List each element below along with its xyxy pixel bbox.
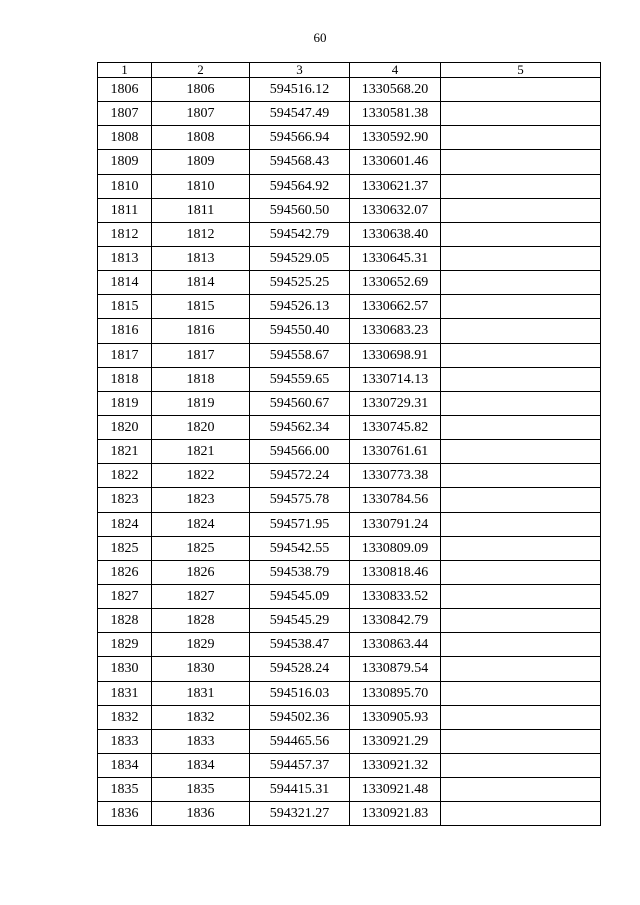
table-cell-col-1: 1807 — [98, 102, 152, 126]
table-cell-col-4: 1330833.52 — [350, 584, 441, 608]
table-cell-col-1: 1830 — [98, 657, 152, 681]
table-cell-col-5 — [441, 174, 601, 198]
table-cell-col-3: 594529.05 — [250, 246, 350, 270]
table-cell-col-5 — [441, 246, 601, 270]
table-cell-col-1: 1814 — [98, 271, 152, 295]
table-cell-col-4: 1330568.20 — [350, 78, 441, 102]
table-cell-col-4: 1330601.46 — [350, 150, 441, 174]
table-cell-col-4: 1330698.91 — [350, 343, 441, 367]
table-cell-col-1: 1820 — [98, 415, 152, 439]
table-cell-col-3: 594465.56 — [250, 729, 350, 753]
table-cell-col-3: 594321.27 — [250, 802, 350, 826]
table-cell-col-1: 1819 — [98, 391, 152, 415]
table-cell-col-5 — [441, 778, 601, 802]
table-cell-col-1: 1825 — [98, 536, 152, 560]
table-cell-col-4: 1330683.23 — [350, 319, 441, 343]
table-cell-col-2: 1836 — [152, 802, 250, 826]
table-row — [98, 415, 601, 439]
table-row — [98, 222, 601, 246]
table-cell-col-2: 1809 — [152, 150, 250, 174]
table-cell-col-1: 1824 — [98, 512, 152, 536]
table-cell-col-4: 1330863.44 — [350, 633, 441, 657]
table-cell-col-3: 594415.31 — [250, 778, 350, 802]
table-cell-col-3: 594547.49 — [250, 102, 350, 126]
table-cell-col-1: 1827 — [98, 584, 152, 608]
table-cell-col-2: 1824 — [152, 512, 250, 536]
table-cell-col-2: 1810 — [152, 174, 250, 198]
table-cell-col-3: 594566.94 — [250, 126, 350, 150]
table-cell-col-3: 594550.40 — [250, 319, 350, 343]
table-row — [98, 126, 601, 150]
table-row — [98, 802, 601, 826]
table-cell-col-1: 1831 — [98, 681, 152, 705]
table-cell-col-3: 594525.25 — [250, 271, 350, 295]
table-cell-col-2: 1811 — [152, 198, 250, 222]
table-row — [98, 560, 601, 584]
table-cell-col-4: 1330818.46 — [350, 560, 441, 584]
table-cell-col-3: 594516.03 — [250, 681, 350, 705]
table-cell-col-3: 594560.50 — [250, 198, 350, 222]
table-cell-col-5 — [441, 464, 601, 488]
table-cell-col-1: 1835 — [98, 778, 152, 802]
table-cell-col-2: 1827 — [152, 584, 250, 608]
table-cell-col-2: 1822 — [152, 464, 250, 488]
table-cell-col-3: 594566.00 — [250, 440, 350, 464]
table-cell-col-3: 594560.67 — [250, 391, 350, 415]
table-row — [98, 271, 601, 295]
table-row — [98, 657, 601, 681]
table-cell-col-2: 1831 — [152, 681, 250, 705]
table-cell-col-2: 1815 — [152, 295, 250, 319]
table-cell-col-4: 1330761.61 — [350, 440, 441, 464]
table-cell-col-4: 1330581.38 — [350, 102, 441, 126]
table-row — [98, 753, 601, 777]
table-cell-col-4: 1330773.38 — [350, 464, 441, 488]
table-cell-col-5 — [441, 802, 601, 826]
table-cell-col-2: 1818 — [152, 367, 250, 391]
table-cell-col-2: 1820 — [152, 415, 250, 439]
table-row — [98, 367, 601, 391]
table-cell-col-4: 1330729.31 — [350, 391, 441, 415]
table-cell-col-5 — [441, 126, 601, 150]
table-cell-col-4: 1330714.13 — [350, 367, 441, 391]
column-header-3: 3 — [250, 63, 350, 78]
table-cell-col-5 — [441, 415, 601, 439]
table-row — [98, 198, 601, 222]
table-cell-col-5 — [441, 560, 601, 584]
table-cell-col-1: 1811 — [98, 198, 152, 222]
table-cell-col-4: 1330921.32 — [350, 753, 441, 777]
table-cell-col-3: 594559.65 — [250, 367, 350, 391]
table-cell-col-5 — [441, 753, 601, 777]
table-cell-col-1: 1832 — [98, 705, 152, 729]
table-cell-col-3: 594538.79 — [250, 560, 350, 584]
table-cell-col-2: 1817 — [152, 343, 250, 367]
table-cell-col-4: 1330905.93 — [350, 705, 441, 729]
table-cell-col-5 — [441, 657, 601, 681]
table-cell-col-1: 1828 — [98, 609, 152, 633]
table-cell-col-1: 1823 — [98, 488, 152, 512]
table-cell-col-4: 1330638.40 — [350, 222, 441, 246]
table-row — [98, 150, 601, 174]
column-header-1: 1 — [98, 63, 152, 78]
table-cell-col-5 — [441, 319, 601, 343]
table-cell-col-4: 1330921.83 — [350, 802, 441, 826]
page-number: 60 — [313, 30, 327, 45]
table-row — [98, 633, 601, 657]
column-header-5: 5 — [441, 63, 601, 78]
table-row — [98, 729, 601, 753]
table-cell-col-5 — [441, 150, 601, 174]
table-cell-col-2: 1833 — [152, 729, 250, 753]
table-cell-col-5 — [441, 681, 601, 705]
table-cell-col-5 — [441, 367, 601, 391]
table-cell-col-5 — [441, 536, 601, 560]
table-row — [98, 440, 601, 464]
table-cell-col-1: 1822 — [98, 464, 152, 488]
table-cell-col-1: 1817 — [98, 343, 152, 367]
table-cell-col-2: 1830 — [152, 657, 250, 681]
table-row — [98, 536, 601, 560]
table-row — [98, 295, 601, 319]
table-cell-col-2: 1808 — [152, 126, 250, 150]
table-cell-col-4: 1330784.56 — [350, 488, 441, 512]
column-header-4: 4 — [350, 63, 441, 78]
table-cell-col-3: 594564.92 — [250, 174, 350, 198]
table-cell-col-2: 1821 — [152, 440, 250, 464]
table-cell-col-5 — [441, 633, 601, 657]
table-cell-col-5 — [441, 78, 601, 102]
table-body — [98, 78, 601, 826]
table-cell-col-3: 594571.95 — [250, 512, 350, 536]
table-cell-col-2: 1816 — [152, 319, 250, 343]
table-cell-col-3: 594457.37 — [250, 753, 350, 777]
table-row — [98, 705, 601, 729]
table-cell-col-5 — [441, 440, 601, 464]
table-cell-col-3: 594502.36 — [250, 705, 350, 729]
table-cell-col-1: 1816 — [98, 319, 152, 343]
table-cell-col-5 — [441, 705, 601, 729]
table-cell-col-3: 594568.43 — [250, 150, 350, 174]
table-cell-col-1: 1821 — [98, 440, 152, 464]
table-cell-col-2: 1834 — [152, 753, 250, 777]
table-cell-col-5 — [441, 198, 601, 222]
table-row — [98, 609, 601, 633]
table-cell-col-5 — [441, 729, 601, 753]
table-cell-col-5 — [441, 488, 601, 512]
table-row — [98, 778, 601, 802]
table-cell-col-3: 594572.24 — [250, 464, 350, 488]
table-cell-col-1: 1808 — [98, 126, 152, 150]
table-cell-col-3: 594516.12 — [250, 78, 350, 102]
table-row — [98, 78, 601, 102]
table-cell-col-3: 594558.67 — [250, 343, 350, 367]
table-cell-col-4: 1330592.90 — [350, 126, 441, 150]
table-cell-col-5 — [441, 271, 601, 295]
table-cell-col-3: 594542.79 — [250, 222, 350, 246]
table-cell-col-1: 1818 — [98, 367, 152, 391]
column-header-2: 2 — [152, 63, 250, 78]
table-row — [98, 584, 601, 608]
table-cell-col-5 — [441, 391, 601, 415]
table-cell-col-1: 1836 — [98, 802, 152, 826]
table-cell-col-4: 1330879.54 — [350, 657, 441, 681]
table-cell-col-4: 1330842.79 — [350, 609, 441, 633]
table-cell-col-4: 1330645.31 — [350, 246, 441, 270]
table-cell-col-4: 1330662.57 — [350, 295, 441, 319]
table-cell-col-4: 1330745.82 — [350, 415, 441, 439]
table-cell-col-5 — [441, 512, 601, 536]
table-row — [98, 174, 601, 198]
table-cell-col-1: 1826 — [98, 560, 152, 584]
table-cell-col-3: 594538.47 — [250, 633, 350, 657]
table-cell-col-2: 1829 — [152, 633, 250, 657]
table-cell-col-2: 1823 — [152, 488, 250, 512]
table-cell-col-4: 1330791.24 — [350, 512, 441, 536]
table-cell-col-1: 1809 — [98, 150, 152, 174]
table-cell-col-5 — [441, 295, 601, 319]
table-cell-col-5 — [441, 222, 601, 246]
table-cell-col-2: 1825 — [152, 536, 250, 560]
table-cell-col-2: 1826 — [152, 560, 250, 584]
table-cell-col-2: 1814 — [152, 271, 250, 295]
table-cell-col-1: 1834 — [98, 753, 152, 777]
table-cell-col-2: 1812 — [152, 222, 250, 246]
table-cell-col-4: 1330809.09 — [350, 536, 441, 560]
table-cell-col-2: 1813 — [152, 246, 250, 270]
table-cell-col-2: 1835 — [152, 778, 250, 802]
table-cell-col-3: 594545.29 — [250, 609, 350, 633]
table-row — [98, 488, 601, 512]
table-cell-col-4: 1330921.48 — [350, 778, 441, 802]
table-cell-col-1: 1833 — [98, 729, 152, 753]
table-cell-col-3: 594526.13 — [250, 295, 350, 319]
table-cell-col-2: 1819 — [152, 391, 250, 415]
table-cell-col-2: 1832 — [152, 705, 250, 729]
table-cell-col-1: 1829 — [98, 633, 152, 657]
table-row — [98, 681, 601, 705]
table-cell-col-5 — [441, 343, 601, 367]
table-cell-col-5 — [441, 609, 601, 633]
table-cell-col-1: 1815 — [98, 295, 152, 319]
table-cell-col-2: 1806 — [152, 78, 250, 102]
table-cell-col-3: 594575.78 — [250, 488, 350, 512]
table-cell-col-5 — [441, 102, 601, 126]
table-cell-col-4: 1330921.29 — [350, 729, 441, 753]
table-cell-col-3: 594528.24 — [250, 657, 350, 681]
table-cell-col-1: 1813 — [98, 246, 152, 270]
table-cell-col-1: 1810 — [98, 174, 152, 198]
table-row — [98, 391, 601, 415]
table-cell-col-5 — [441, 584, 601, 608]
table-row — [98, 512, 601, 536]
table-row — [98, 246, 601, 270]
coordinates-table — [97, 62, 601, 826]
table-cell-col-4: 1330632.07 — [350, 198, 441, 222]
table-cell-col-3: 594545.09 — [250, 584, 350, 608]
table-cell-col-3: 594542.55 — [250, 536, 350, 560]
table-row — [98, 343, 601, 367]
table-cell-col-2: 1828 — [152, 609, 250, 633]
table-cell-col-3: 594562.34 — [250, 415, 350, 439]
table-cell-col-4: 1330895.70 — [350, 681, 441, 705]
table-row — [98, 319, 601, 343]
table-row — [98, 102, 601, 126]
table-header-row — [98, 63, 601, 78]
table-cell-col-4: 1330621.37 — [350, 174, 441, 198]
table-cell-col-2: 1807 — [152, 102, 250, 126]
table-row — [98, 464, 601, 488]
table-cell-col-1: 1806 — [98, 78, 152, 102]
table-cell-col-4: 1330652.69 — [350, 271, 441, 295]
table-cell-col-1: 1812 — [98, 222, 152, 246]
